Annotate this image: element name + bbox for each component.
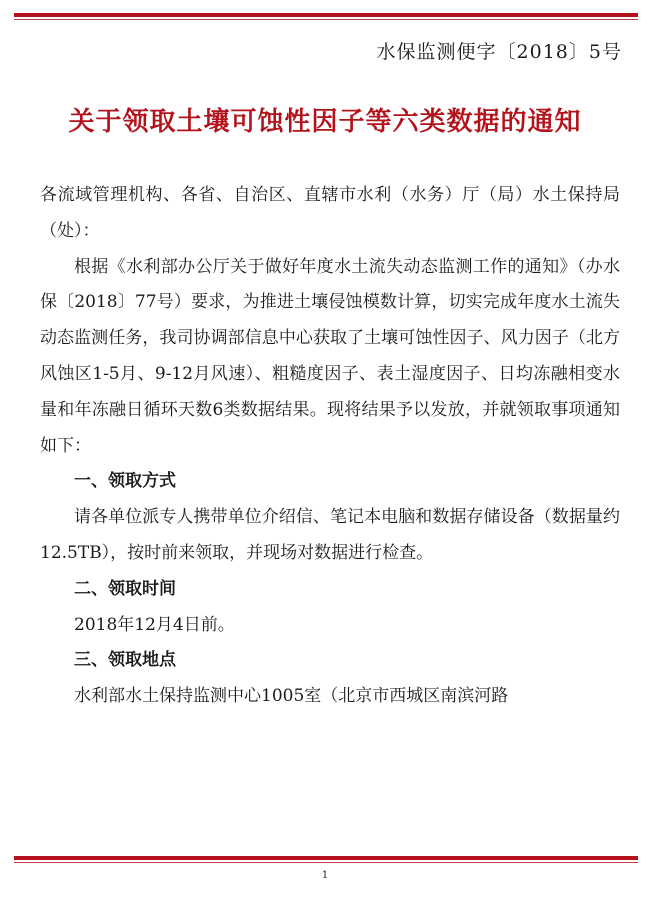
page-number: 1 bbox=[321, 870, 329, 881]
salutation: 各流域管理机构、各省、自治区、直辖市水利（水务）厅（局）水土保持局（处）： bbox=[40, 185, 620, 241]
section-text-time: 2018年12月4日前。 bbox=[74, 614, 235, 635]
footer-red-rule bbox=[14, 856, 638, 860]
section-heading-location: 三、领取地点 bbox=[74, 650, 176, 671]
section-text-location: 水利部水土保持监测中心1005室（北京市西城区南滨河路 bbox=[74, 686, 509, 707]
section-heading-time: 二、领取时间 bbox=[74, 578, 176, 599]
section-text-method: 请各单位派专人携带单位介绍信、笔记本电脑和数据存储设备（数据量约12.5TB），按时前来领取，并现场对数据进行检查。 bbox=[40, 507, 620, 563]
document-title: 关于领取土壤可蚀性因子等六类数据的通知 bbox=[68, 107, 582, 137]
document-number: 水保监测便字〔2018〕5号 bbox=[376, 41, 622, 63]
section-heading-method: 一、领取方式 bbox=[74, 471, 176, 492]
header-red-rule bbox=[14, 13, 638, 17]
intro-paragraph: 根据《水利部办公厅关于做好年度水土流失动态监测工作的通知》（办水保〔2018〕77号）要求，为推进土壤侵蚀模数计算，切实完成年度水土流失动态监测任务，我司协调部信息中心获取了土壤可蚀性因子、风力因子（北方风蚀区1-5月、9-12月风速）、粗糙度因子、表土湿度因子、日均冻融相变水量和年冻融日循环天数6类数据结果。现将结果予以发放，并就领取事项通知如下： bbox=[40, 256, 620, 456]
document-body bbox=[40, 178, 620, 715]
